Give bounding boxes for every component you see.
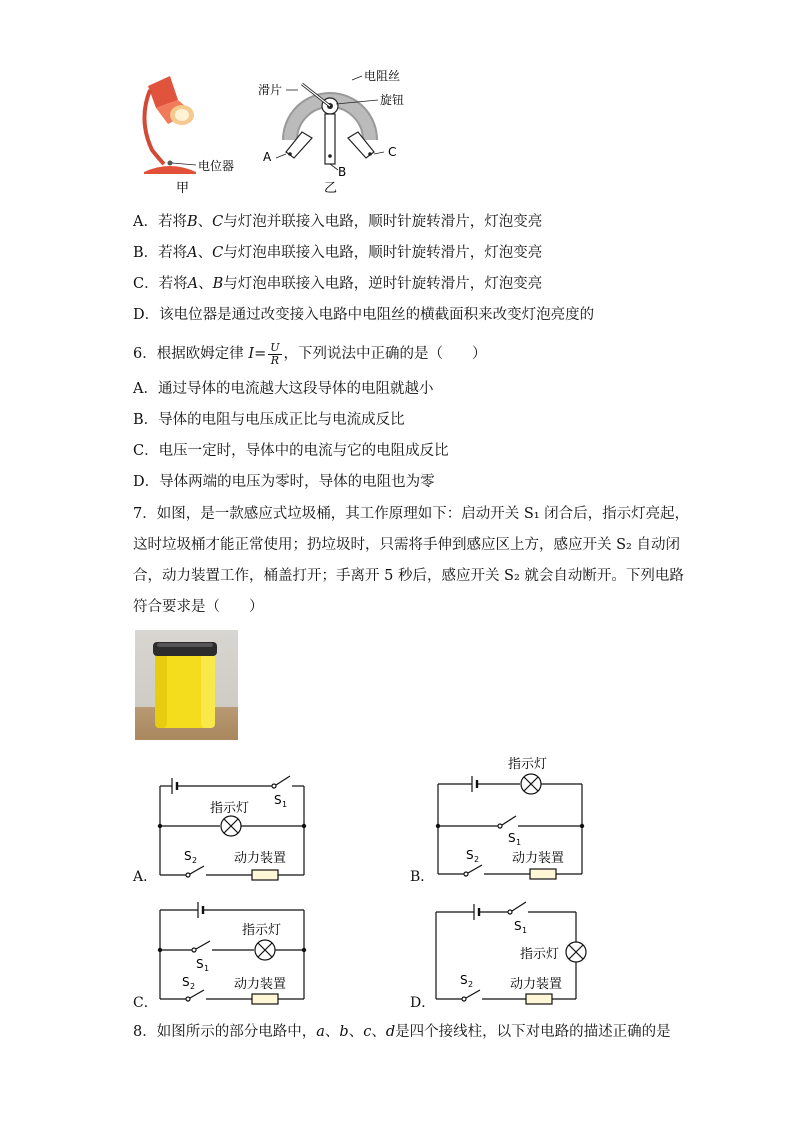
q5-option-d: D．该电位器是通过改变接入电路中电阻丝的横截面积来改变灯泡亮度的 bbox=[133, 307, 595, 323]
desk-lamp-icon bbox=[144, 76, 196, 174]
svg-text:2: 2 bbox=[468, 980, 474, 989]
svg-text:2: 2 bbox=[474, 855, 480, 864]
q5-option-b: B．若将A、C与灯泡串联接入电路，顺时针旋转滑片，灯泡变亮 bbox=[133, 245, 543, 261]
svg-text:1: 1 bbox=[204, 964, 210, 973]
svg-text:指示灯: 指示灯 bbox=[520, 947, 560, 962]
q7-line-3: 合，动力装置工作，桶盖打开；手离开 5 秒后，感应开关 S₂ 就会自动断开。下列电路 bbox=[133, 568, 684, 584]
q6-stem: 6．根据欧姆定律 I= $\frac{U}{R}$ ，下列说法中正确的是（ ） bbox=[133, 340, 487, 367]
knob-label: 旋钮 bbox=[380, 93, 405, 107]
svg-text:S: S bbox=[460, 973, 468, 987]
svg-text:1: 1 bbox=[516, 838, 522, 847]
svg-text:动力装置: 动力装置 bbox=[234, 977, 287, 992]
svg-text:指示灯: 指示灯 bbox=[242, 923, 282, 938]
potentiometer-figure bbox=[130, 60, 430, 200]
svg-text:1: 1 bbox=[282, 800, 288, 809]
q6-option-b: B．导体的电阻与电压成正比与电流成反比 bbox=[133, 412, 405, 428]
wire-label: 电阻丝 bbox=[364, 69, 401, 83]
terminal-a-label: A bbox=[263, 150, 272, 164]
svg-text:动力装置: 动力装置 bbox=[512, 851, 565, 866]
q6-option-d: D．导体两端的电压为零时，导体的电阻也为零 bbox=[133, 474, 435, 490]
q6-option-a: A．通过导体的电流越大这段导体的电阻就越小 bbox=[133, 381, 434, 397]
circuit-option-c bbox=[130, 896, 320, 1011]
svg-text:动力装置: 动力装置 bbox=[234, 851, 287, 866]
circuit-option-a bbox=[130, 770, 320, 885]
svg-text:S: S bbox=[196, 957, 204, 971]
q5-option-c: C．若将A、B与灯泡串联接入电路，逆时针旋转滑片，灯泡变亮 bbox=[133, 276, 543, 292]
trash-can-photo bbox=[135, 630, 238, 740]
q7-line-1: 7．如图，是一款感应式垃圾桶，其工作原理如下：启动开关 S₁ 闭合后，指示灯亮起， bbox=[133, 506, 690, 522]
svg-text:S: S bbox=[182, 975, 190, 989]
lamp-label: 电位器 bbox=[198, 159, 235, 173]
label-yi: 乙 bbox=[324, 181, 338, 196]
label-jia: 甲 bbox=[176, 181, 190, 196]
terminal-c-label: C bbox=[388, 145, 397, 159]
circuit-option-b bbox=[410, 752, 600, 884]
q8-stem: 8．如图所示的部分电路中，a、b、c、d是四个接线柱，以下对电路的描述正确的是 bbox=[133, 1024, 671, 1040]
q7-line-4: 符合要求是（ ） bbox=[133, 599, 264, 615]
circuit-label-d: D． bbox=[410, 995, 436, 1011]
svg-text:S: S bbox=[274, 793, 282, 807]
svg-text:S: S bbox=[514, 919, 522, 933]
svg-text:2: 2 bbox=[192, 856, 198, 865]
svg-text:S: S bbox=[184, 849, 192, 863]
circuit-label-a: A． bbox=[133, 869, 158, 885]
svg-text:1: 1 bbox=[522, 926, 528, 935]
circuit-option-d bbox=[410, 896, 600, 1011]
svg-text:2: 2 bbox=[190, 982, 196, 991]
svg-text:动力装置: 动力装置 bbox=[510, 977, 563, 992]
ohm-fraction: $\frac{U}{R}$ bbox=[270, 340, 280, 367]
circuit-label-c: C． bbox=[133, 995, 158, 1011]
svg-text:指示灯: 指示灯 bbox=[508, 757, 548, 772]
trash-can-icon bbox=[135, 630, 238, 740]
svg-text:S: S bbox=[508, 831, 516, 845]
q7-line-2: 这时垃圾桶才能正常使用；扔垃圾时，只需将手伸到感应区上方，感应开关 S₂ 自动闭 bbox=[133, 537, 680, 553]
svg-text:指示灯: 指示灯 bbox=[210, 801, 250, 816]
circuit-label-b: B． bbox=[410, 869, 435, 885]
q6-option-c: C．电压一定时，导体中的电流与它的电阻成反比 bbox=[133, 443, 449, 459]
terminal-b-label: B bbox=[338, 165, 347, 179]
potentiometer-icon bbox=[276, 76, 384, 170]
q5-option-a: A．若将B、C与灯泡并联接入电路，顺时针旋转滑片，灯泡变亮 bbox=[133, 214, 543, 230]
figure-q5 bbox=[130, 60, 430, 200]
slider-label: 滑片 bbox=[258, 83, 283, 97]
svg-text:S: S bbox=[466, 848, 474, 862]
